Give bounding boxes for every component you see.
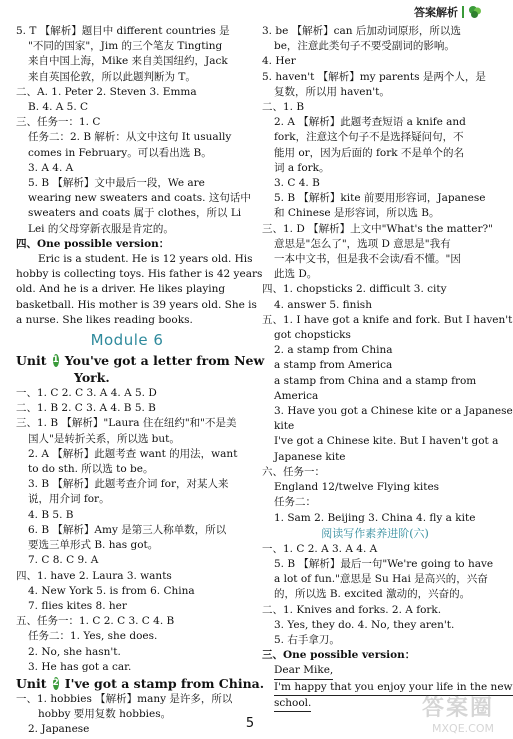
left2-line: 要选三单形式 B. has got。 — [28, 539, 159, 552]
left-line: 来自英国伦敦，所以此题判断为 T。 — [28, 70, 196, 83]
left2-line: 国人"是转折关系，所以选 but。 — [28, 432, 180, 445]
left-line: 二、A. 1. Peter 2. Steven 3. Emma — [16, 85, 197, 98]
left-line: 5. B 【解析】文中最后一段，We are — [28, 177, 205, 190]
right-line: 1. Sam 2. Beijing 3. China 4. fly a kite — [274, 511, 476, 524]
header-divider — [462, 6, 464, 18]
left-line: 任务二：2. B 解析：从文中这句 It usually — [28, 131, 232, 144]
right-line: 2. a stamp from China — [274, 344, 393, 357]
section-title: 阅读写作素养进阶(六) — [321, 526, 429, 540]
right-line: 四、1. chopsticks 2. difficult 3. city — [262, 283, 447, 296]
right-line: 3. be 【解析】can 后加动词原形，所以选 — [262, 25, 461, 37]
left2-line: 三、1. B 【解析】"Laura 住在纽约"和"不是美 — [16, 417, 237, 430]
right-line: 4. answer 5. finish — [274, 298, 372, 311]
page-header — [414, 4, 482, 20]
left-line: basketball. His mother is 39 years old. She is — [16, 298, 257, 311]
left2-line: to do sth. 所以选 to be。 — [28, 463, 154, 476]
letter-line: I'm happy that you enjoy your life in the new — [274, 680, 513, 696]
right-line: 六、任务一： — [262, 465, 325, 478]
right-line: 五、1. I have got a knife and fork. But I haven't — [262, 313, 513, 326]
right-line: England 12/twelve Flying kites — [274, 481, 440, 494]
unit1-title: You've got a letter from New — [64, 353, 265, 369]
right-line: Japanese kite — [274, 450, 346, 463]
unit1-title-line2: York. — [74, 370, 110, 386]
unit2-heading — [16, 675, 265, 692]
left2-line: 2. No, she hasn't. — [28, 645, 121, 658]
right-answers-part1 — [262, 24, 513, 526]
left2-line: 2. A 【解析】此题考查 want 的用法，want — [28, 447, 238, 460]
right-line: 3. Have you got a Chinese kite or a Japanese — [274, 405, 513, 418]
left2-line: 说，用介词 for。 — [28, 493, 110, 506]
right-line: 5. haven't 【解析】my parents 是两个人，是 — [262, 70, 486, 83]
left2-line: 7. flies kites 8. her — [28, 599, 127, 612]
left-line: 来自中国上海，Mike 来自美国纽约，Jack — [28, 55, 228, 68]
right-line: America — [274, 389, 319, 402]
right-line: 任务二： — [274, 496, 316, 509]
left-line: sweaters and coats 属于 clothes，所以 Li — [28, 207, 242, 220]
unit1-label: Unit — [16, 353, 47, 369]
right2-line: 的，所以选 B. excited 激动的，兴奋的。 — [274, 588, 471, 601]
left-line: "不同的国家"，Jim 的三个笔友 Tingting — [28, 40, 223, 53]
left2-line: 4. New York 5. is from 6. China — [28, 584, 195, 597]
module-title: Module 6 — [90, 331, 164, 350]
unit2-number-badge: 2 — [52, 677, 59, 688]
right-line: 3. C 4. B — [274, 177, 320, 190]
unit1-number-badge: 1 — [52, 355, 59, 366]
right2-line: 二、1. Knives and forks. 2. A fork. — [262, 603, 442, 616]
unit1-heading — [16, 352, 265, 369]
right-line: 能用 or，因为后面的 fork 不是单个的名 — [274, 146, 464, 159]
header-label: 答案解析 — [414, 6, 458, 19]
right-line: 和 Chinese 是形容词，所以选 B。 — [274, 207, 440, 220]
right-line: 此选 D。 — [274, 268, 318, 281]
left2-line: 7. C 8. C 9. A — [28, 554, 99, 567]
unit2-title: I've got a stamp from China. — [64, 675, 265, 691]
right-line: 一本中文书，但是我不会读/看不懂。"因 — [274, 253, 461, 266]
left-line: old. And he is a driver. He likes playing — [16, 283, 226, 296]
right-line: a stamp from America — [274, 359, 393, 372]
left-line: hobby is collecting toys. His father is 42 years — [16, 268, 263, 281]
right-line: 二、1. B — [262, 101, 305, 114]
left2-line: 二、1. B 2. C 3. A 4. B 5. B — [16, 402, 156, 415]
right-line: be，注意此类句子不要受副词的影响。 — [274, 40, 455, 53]
left3-line: hobby 要用复数 hobbies。 — [38, 708, 172, 721]
left2-line: 4. B 5. B — [28, 508, 74, 521]
left3-line: 一、1. hobbies 【解析】many 是许多，所以 — [16, 692, 233, 705]
right-column — [262, 24, 513, 712]
left-answers-part1 — [16, 24, 263, 328]
right2-line: 5. 右手拿刀。 — [274, 633, 340, 646]
right2-line: 三、One possible version： — [262, 649, 416, 662]
left-line: 5. T 【解析】题目中 different countries 是 — [16, 25, 230, 37]
watermark-url: MXQE.COM — [432, 722, 494, 735]
left2-line: 3. B 【解析】此题考查介词 for，对某人来 — [28, 478, 229, 491]
right-line: kite — [274, 420, 295, 433]
leaf-logo-icon — [468, 5, 482, 19]
right2-line: 3. Yes, they do. 4. No, they aren't. — [274, 618, 455, 631]
right-answers-part2 — [262, 542, 494, 664]
right-line: 词 a fork。 — [274, 161, 330, 174]
page-number: 5 — [245, 716, 255, 731]
left-answers-part2 — [16, 386, 238, 675]
left2-line: 五、任务一：1. C 2. C 3. C 4. B — [16, 615, 175, 628]
right2-line: 5. B 【解析】最后一句"We're going to have — [274, 557, 494, 570]
watermark-text: 答案圈 — [421, 696, 494, 721]
right-line: 2. A 【解析】此题考查短语 a knife and — [274, 116, 466, 129]
left-line: 四、One possible version： — [16, 237, 170, 250]
left-line: 三、任务一：1. C — [16, 116, 101, 129]
left3-line: 2. Japanese — [28, 723, 90, 736]
letter-line: school. — [274, 696, 311, 712]
right-line: 复数，所以用 haven't。 — [274, 85, 390, 98]
left-line: Lei 的父母穿新衣服是肯定的。 — [28, 222, 174, 235]
left-column — [16, 24, 265, 738]
right-line: 4. Her — [262, 55, 296, 68]
right-line: 意思是"怎么了"，选项 D 意思是"我有 — [274, 237, 451, 250]
left-line: 3. A 4. A — [28, 161, 74, 174]
right-line: fork，注意这个句子不是选择疑问句，不 — [274, 131, 464, 144]
left2-line: 3. He has got a car. — [28, 660, 132, 673]
left2-line: 一、1. C 2. C 3. A 4. A 5. D — [16, 387, 157, 400]
right-line: 三、1. D 【解析】上文中"What's the matter?" — [262, 222, 493, 235]
right-line: 5. B 【解析】kite 前要用形容词，Japanese — [274, 192, 486, 205]
left2-line: 任务二：1. Yes, she does. — [28, 630, 158, 643]
left-line: wearing new sweaters and coats. 这句话中 — [28, 192, 251, 205]
right-line: a stamp from China and a stamp from — [274, 374, 477, 387]
left-line: Eric is a student. He is 12 years old. His — [38, 253, 253, 266]
unit2-label: Unit — [16, 675, 47, 691]
left-line: B. 4. A 5. C — [28, 101, 89, 114]
left2-line: 四、1. have 2. Laura 3. wants — [16, 569, 172, 582]
right2-line: 一、1. C 2. A 3. A 4. A — [262, 542, 378, 555]
right2-line: a lot of fun."意思是 Su Hai 是高兴的，兴奋 — [274, 573, 488, 586]
left-line: a nurse. She likes reading books. — [16, 313, 193, 326]
right-line: I've got a Chinese kite. But I haven't got a — [274, 435, 499, 448]
watermark — [422, 691, 494, 735]
letter-line: Dear Mike, — [274, 663, 333, 679]
right-line: got chopsticks — [274, 329, 351, 342]
left-line: comes in February。可以看出选 B。 — [28, 146, 212, 159]
left2-line: 6. B 【解析】Amy 是第三人称单数，所以 — [28, 523, 227, 536]
